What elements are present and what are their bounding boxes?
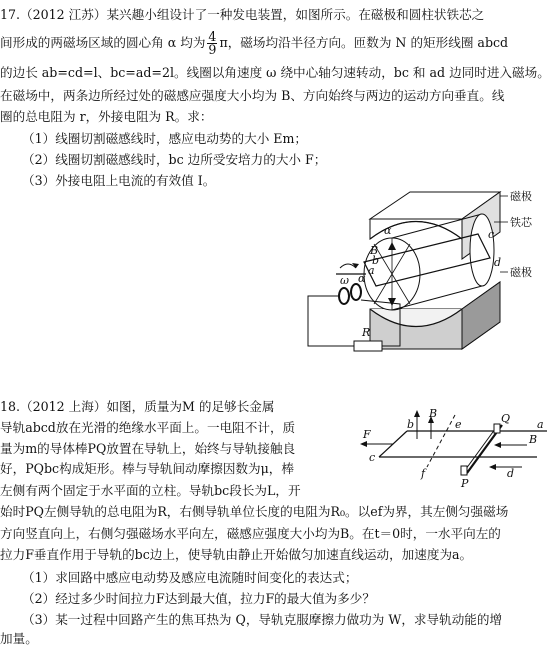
fraction-denominator: 9 xyxy=(208,42,217,57)
p17-line-2b: π，磁场均沿半径方向。匝数为 N 的矩形线圈 abcd xyxy=(219,35,509,50)
label-b: b xyxy=(407,418,415,431)
fraction-4-9 xyxy=(207,31,217,56)
label-alpha-top: α xyxy=(384,224,392,237)
label-Q: Q xyxy=(501,412,511,425)
generator-figure xyxy=(300,184,550,369)
p18-question-2: （2）经过多少时间拉力F达到最大值，拉力F的最大值为多少？ xyxy=(22,591,375,606)
label-magnet-top: 磁极 xyxy=(510,190,532,203)
p17-line-5: 圈的总电阻为 r，外接电阻为 R。求： xyxy=(0,109,213,124)
p18-line-6: 始时PQ左侧导轨的总电阻为R，右侧导轨单位长度的电阻为R₀。以ef为界，其左侧匀强磁场 xyxy=(0,504,509,519)
label-R: R xyxy=(362,326,371,339)
label-core: 铁芯 xyxy=(510,216,532,229)
label-B-right: B xyxy=(529,433,538,446)
label-d: d xyxy=(507,467,515,480)
p18-question-3a: （3）某一过程中回路产生的焦耳热为 Q，导轨克服摩擦力做功为 W，求导轨动能的增 xyxy=(22,612,503,627)
p17-question-3: （3）外接电阻上电流的有效值 I。 xyxy=(22,173,216,188)
label-e: e xyxy=(455,418,462,431)
p18-line-4: 好，PQbc构成矩形。棒与导轨间动摩擦因数为μ，棒 xyxy=(0,461,294,476)
label-d: d xyxy=(494,256,502,269)
label-a: a xyxy=(368,264,375,277)
label-alpha-left: α xyxy=(358,272,366,285)
label-f: f xyxy=(421,467,426,480)
fraction-numerator: 4 xyxy=(208,29,217,44)
p18-line-7: 方向竖直向上，右侧匀强磁场水平向左，磁感应强度大小均为B。在t＝0时，一水平向左的 xyxy=(0,526,501,541)
label-B: B xyxy=(370,244,379,257)
label-magnet-bottom: 磁极 xyxy=(510,266,532,279)
p18-question-3b: 加量。 xyxy=(0,631,38,646)
p18-question-1: （1）求回路中感应电动势及感应电流随时间变化的表达式； xyxy=(22,570,358,585)
p17-line-2a: 间形成的两磁场区域的圆心角 α 均为 xyxy=(0,35,206,50)
label-a: a xyxy=(537,418,544,431)
rails-figure xyxy=(357,405,552,495)
p17-line-2 xyxy=(0,31,508,56)
p18-line-8: 拉力F垂直作用于导轨的bc边上，使导轨由静止开始做匀加速直线运动，加速度为a。 xyxy=(0,547,473,562)
label-c: c xyxy=(369,451,376,464)
label-c: c xyxy=(488,228,495,241)
label-B-left: B xyxy=(429,407,438,420)
p18-line-3: 量为m的导体棒PQ放置在导轨上，始终与导轨接触良 xyxy=(0,441,296,456)
p17-line-3: 的边长 ab=cd=l、bc=ad=2l。线圈以角速度 ω 绕中心轴匀速转动，bc 和 ad 边同时进入磁场。 xyxy=(0,65,550,80)
label-b: b xyxy=(372,254,380,267)
label-P: P xyxy=(461,477,469,490)
p18-line-1: 18.（2012 上海）如图，质量为M 的足够长金属 xyxy=(0,399,275,414)
p17-line-4: 在磁场中，两条边所经过处的磁感应强度大小均为 B、方向始终与两边的运动方向垂直。线 xyxy=(0,88,505,103)
label-omega: ω xyxy=(340,274,349,287)
p17-question-2: （2）线圈切割磁感线时，bc 边所受安培力的大小 F； xyxy=(22,152,327,167)
label-F: F xyxy=(363,428,371,441)
p17-question-1: （1）线圈切割磁感线时，感应电动势的大小 Em； xyxy=(22,131,308,146)
p17-line-1: 17.（2012 江苏）某兴趣小组设计了一种发电装置，如图所示。在磁极和圆柱状铁芯之 xyxy=(0,7,485,22)
p18-line-2: 导轨abcd放在光滑的绝缘水平面上。一电阻不计，质 xyxy=(0,420,296,435)
p18-line-5: 左侧有两个固定于水平面的立柱。导轨bc段长为L，开 xyxy=(0,483,301,498)
